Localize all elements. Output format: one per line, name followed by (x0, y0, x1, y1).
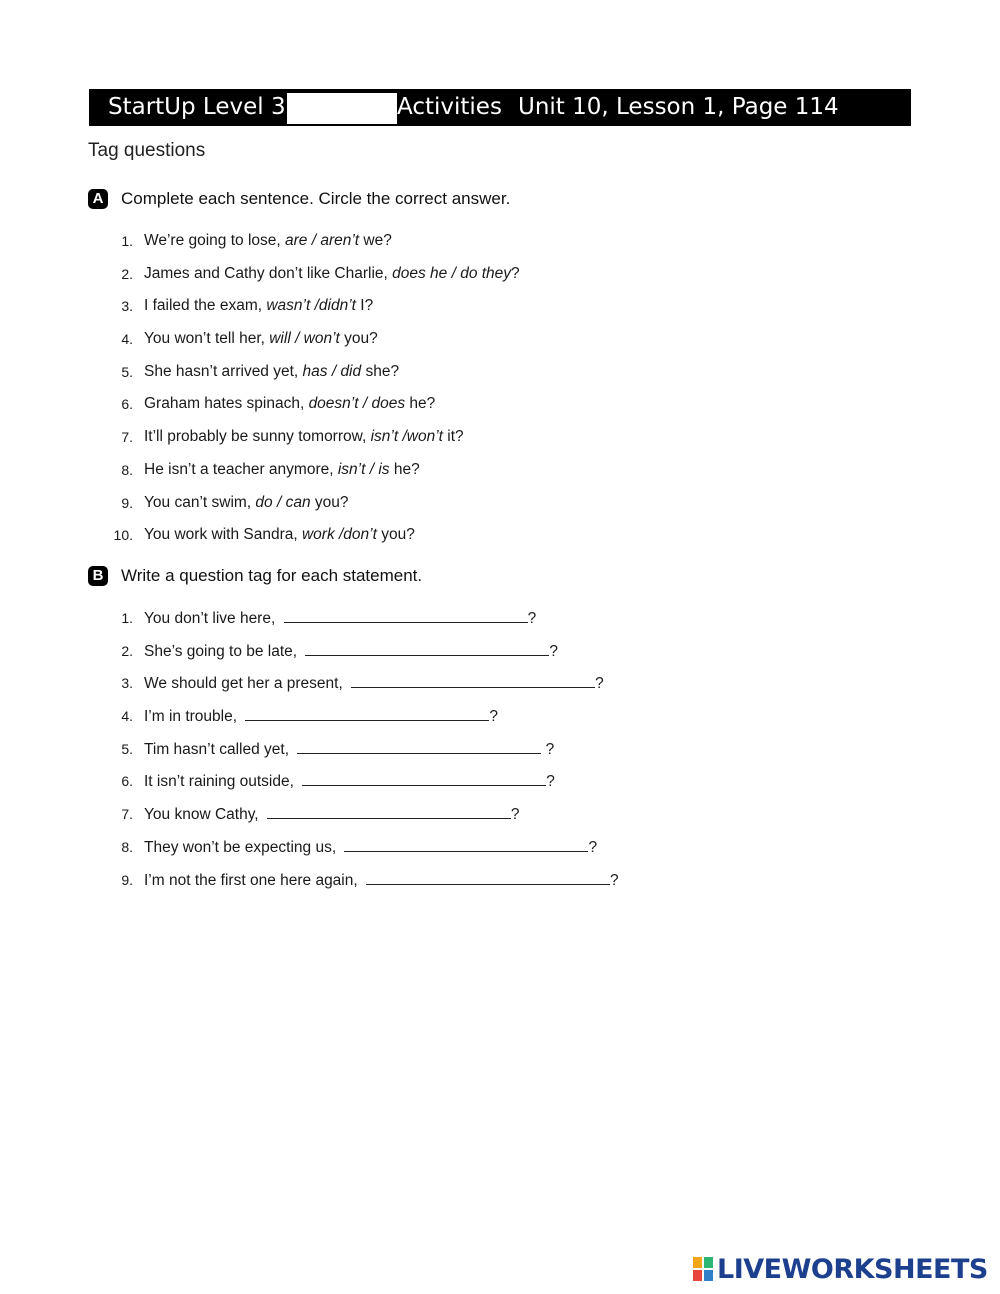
item-sentence (144, 837, 597, 858)
item-number: 1. (121, 610, 133, 626)
item-sentence (144, 460, 420, 480)
item-sentence (144, 362, 399, 382)
item-number: 3. (121, 675, 133, 692)
answer-blank[interactable] (245, 706, 489, 721)
header-bar (89, 89, 911, 126)
item-number: 1. (121, 233, 133, 249)
sentence-end: it? (442, 428, 464, 446)
item-sentence (144, 296, 373, 316)
exercise-a-item (100, 427, 800, 460)
item-sentence (144, 525, 415, 545)
exercise-b-item (100, 804, 800, 837)
sentence-start: You work with Sandra, (144, 526, 302, 544)
sentence-end: you? (339, 330, 378, 348)
answer-options[interactable]: will / won’t (269, 330, 340, 348)
section-b-list (100, 608, 800, 902)
question-mark: ? (588, 838, 598, 856)
sentence-start: We’re going to lose, (144, 232, 286, 249)
section-a-instruction: Complete each sentence. Circle the correct answer. (121, 189, 511, 208)
item-number: 2. (121, 642, 133, 659)
answer-options[interactable]: are / aren’t (285, 232, 360, 249)
answer-blank[interactable] (305, 641, 549, 656)
liveworksheets-brand[interactable] (693, 1254, 988, 1284)
exercise-a-item (100, 231, 800, 264)
item-sentence (144, 608, 536, 629)
question-mark: ? (541, 740, 555, 758)
liveworksheets-logo-icon (693, 1257, 713, 1281)
item-sentence (144, 231, 392, 251)
sentence-start: It’ll probably be sunny tomorrow, (144, 428, 371, 446)
statement-text: It isn’t raining outside, (144, 773, 299, 791)
section-b-instruction: Write a question tag for each statement. (121, 566, 423, 585)
item-number: 4. (121, 331, 133, 348)
statement-text: You know Cathy, (144, 806, 263, 824)
item-number: 2. (121, 265, 133, 282)
sentence-end: I? (355, 297, 374, 315)
answer-blank[interactable] (284, 608, 528, 623)
logo-square (704, 1257, 713, 1268)
answer-blank[interactable] (297, 739, 541, 754)
sentence-end: ? (511, 264, 520, 282)
exercise-b-item (100, 870, 800, 903)
exercise-a-item (100, 525, 800, 558)
sentence-end: you? (376, 526, 415, 544)
question-mark: ? (595, 675, 604, 693)
statement-text: I’m not the first one here again, (144, 871, 362, 889)
exercise-a-item (100, 460, 800, 493)
item-number: 7. (121, 806, 133, 823)
exercise-a-item (100, 296, 800, 329)
sentence-end: you? (310, 493, 349, 511)
header-redacted-box (287, 93, 397, 124)
statement-text: Tim hasn’t called yet, (144, 740, 294, 758)
sentence-start: You can’t swim, (144, 493, 256, 511)
header-unit: Unit 10, Lesson 1, Page 114 (518, 94, 839, 120)
section-b-heading (88, 565, 422, 587)
answer-options[interactable]: doesn’t / does (308, 395, 406, 413)
answer-options[interactable]: does he / do they (392, 264, 512, 282)
answer-options[interactable]: has / did (302, 362, 362, 380)
item-number: 8. (121, 461, 133, 478)
question-mark: ? (489, 708, 498, 726)
section-a-heading (88, 188, 510, 210)
item-number: 5. (121, 740, 133, 757)
sentence-start: I failed the exam, (144, 297, 267, 315)
item-number: 9. (121, 871, 133, 888)
exercise-b-item (100, 837, 800, 870)
item-sentence (144, 739, 554, 760)
answer-options[interactable]: isn’t / is (337, 460, 390, 478)
logo-square (693, 1270, 702, 1281)
item-number: 9. (121, 494, 133, 511)
question-mark: ? (527, 610, 537, 627)
item-number: 4. (121, 708, 133, 725)
exercise-a-item (100, 394, 800, 427)
header-activities: Activities (397, 94, 502, 120)
statement-text: I’m in trouble, (144, 708, 242, 726)
item-sentence (144, 706, 498, 727)
item-number: 10. (113, 527, 133, 544)
exercise-a-item (100, 493, 800, 526)
item-sentence (144, 804, 520, 825)
section-a-list (100, 231, 800, 558)
statement-text: They won’t be expecting us, (144, 838, 341, 856)
section-b-badge: B (88, 566, 108, 586)
exercise-b-item (100, 608, 800, 641)
sentence-end: we? (359, 232, 392, 249)
item-sentence (144, 673, 604, 694)
answer-blank[interactable] (344, 837, 588, 852)
statement-text: She’s going to be late, (144, 642, 302, 660)
question-mark: ? (546, 773, 555, 791)
exercise-b-item (100, 771, 800, 804)
item-sentence (144, 493, 349, 513)
sentence-start: Graham hates spinach, (144, 395, 309, 413)
sentence-start: James and Cathy don’t like Charlie, (144, 264, 393, 282)
exercise-b-item (100, 641, 800, 674)
answer-options[interactable]: isn’t /won’t (370, 428, 443, 446)
item-number: 7. (121, 429, 133, 446)
answer-blank[interactable] (351, 673, 595, 688)
question-mark: ? (609, 871, 619, 889)
item-number: 8. (121, 838, 133, 855)
sentence-start: She hasn’t arrived yet, (144, 362, 303, 380)
exercise-a-item (100, 264, 800, 297)
answer-blank[interactable] (366, 870, 610, 885)
page-subtitle: Tag questions (88, 140, 206, 161)
exercise-b-item (100, 706, 800, 739)
section-a-badge: A (88, 189, 108, 209)
item-sentence (144, 870, 619, 891)
answer-blank[interactable] (267, 804, 511, 819)
sentence-start: He isn’t a teacher anymore, (144, 460, 338, 478)
item-number: 5. (121, 363, 133, 380)
header-level: StartUp Level 3 (108, 94, 286, 120)
item-sentence (144, 329, 378, 349)
statement-text: You don’t live here, (144, 610, 280, 627)
brand-text: LIVEWORKSHEETS (717, 1253, 988, 1285)
logo-square (704, 1270, 713, 1281)
statement-text: We should get her a present, (144, 675, 348, 693)
item-sentence (144, 641, 558, 662)
item-sentence (144, 427, 464, 447)
question-mark: ? (549, 642, 559, 660)
item-sentence (144, 771, 555, 792)
answer-options[interactable]: wasn’t /didn’t (266, 297, 356, 315)
exercise-b-item (100, 673, 800, 706)
answer-options[interactable]: do / can (255, 493, 311, 511)
item-sentence (144, 264, 520, 284)
sentence-end: he? (389, 460, 420, 478)
answer-options[interactable]: work /don’t (301, 526, 377, 544)
item-number: 3. (121, 298, 133, 315)
item-number: 6. (121, 396, 133, 413)
answer-blank[interactable] (302, 771, 546, 786)
item-sentence (144, 394, 435, 414)
sentence-start: You won’t tell her, (144, 330, 270, 348)
logo-square (693, 1257, 702, 1268)
question-mark: ? (510, 806, 520, 824)
sentence-end: he? (405, 395, 436, 413)
exercise-a-item (100, 329, 800, 362)
sentence-end: she? (361, 362, 400, 380)
exercise-b-item (100, 739, 800, 772)
item-number: 6. (121, 773, 133, 790)
exercise-a-item (100, 362, 800, 395)
